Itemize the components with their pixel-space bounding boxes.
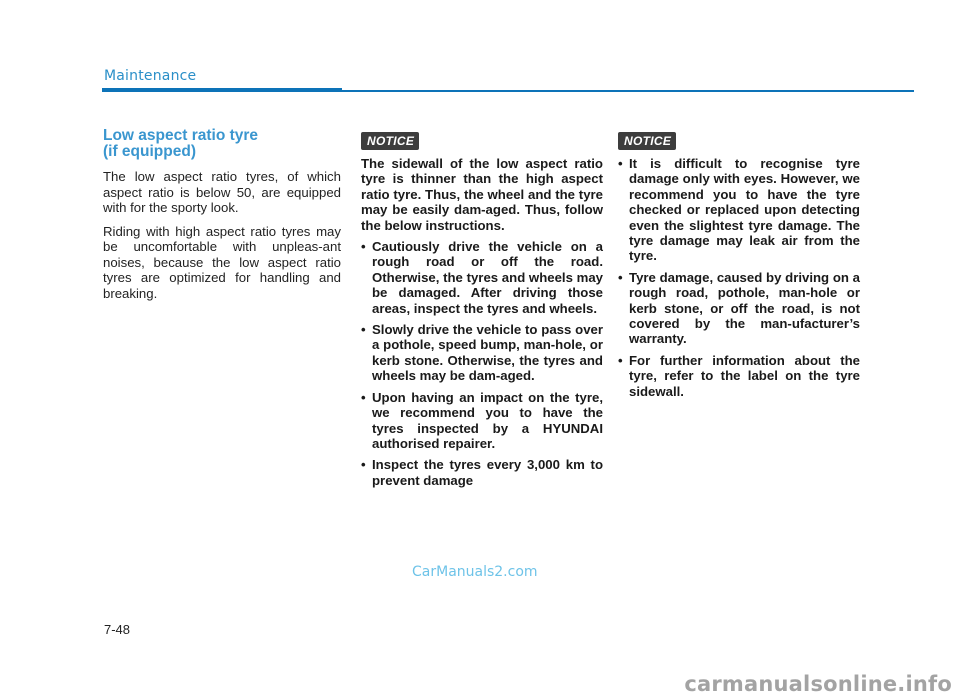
footer-watermark: carmanualsonline.info — [684, 672, 952, 696]
page-number: 7-48 — [104, 622, 131, 637]
header-rule-accent — [102, 88, 342, 92]
notice-list — [361, 239, 603, 488]
list-item: • Tyre damage, caused by driving on a rough road, pothole, man-hole or kerb stone, or off the road, is not covered by the man-ufacturer’s warranty. — [618, 270, 860, 347]
notice-intro: The sidewall of the low aspect ratio tyre is thinner than the high aspect ratio tyre. Thus, the wheel and the tyre may be easily dam-aged. Thus, follow the below instructions. — [361, 156, 603, 233]
section-title — [103, 128, 341, 160]
list-item: • Inspect the tyres every 3,000 km to prevent damage — [361, 457, 603, 488]
list-item: • It is difficult to recognise tyre damage only with eyes. However, we recommend you to have the tyre checked or replaced upon detecting even the slightest tyre damage. The tyre damage may leak air from the tyre. — [618, 156, 860, 264]
header-rule — [342, 90, 914, 92]
watermark-link[interactable]: CarManuals2.com — [412, 564, 538, 580]
section-title-line1: Low aspect ratio tyre — [103, 127, 259, 144]
middle-column — [361, 132, 603, 494]
left-column — [103, 128, 341, 309]
list-item: • Slowly drive the vehicle to pass over a pothole, speed bump, man-hole, or kerb stone. Otherwise, the tyres and wheels may be dam-aged. — [361, 322, 603, 384]
notice-badge: NOTICE — [361, 132, 419, 150]
list-item: • Upon having an impact on the tyre, we recommend you to have the tyres inspected by a HYUNDAI authorised repairer. — [361, 390, 603, 452]
list-item: • For further information about the tyre, refer to the label on the tyre sidewall. — [618, 353, 860, 399]
list-item: • Cautiously drive the vehicle on a rough road or off the road. Otherwise, the tyres and wheels may be damaged. After driving those areas, inspect the tyres and wheels. — [361, 239, 603, 316]
body-paragraph: The low aspect ratio tyres, of which aspect ratio is below 50, are equipped with for the sporty look. — [103, 169, 341, 215]
right-column — [618, 132, 860, 405]
notice-list — [618, 156, 860, 399]
section-header: Maintenance — [104, 68, 197, 84]
section-title-line2: (if equipped) — [103, 143, 196, 160]
body-paragraph: Riding with high aspect ratio tyres may be uncomfortable with unpleas-ant noises, because the low aspect ratio tyres are optimized for handling and breaking. — [103, 223, 341, 301]
notice-badge: NOTICE — [618, 132, 676, 150]
